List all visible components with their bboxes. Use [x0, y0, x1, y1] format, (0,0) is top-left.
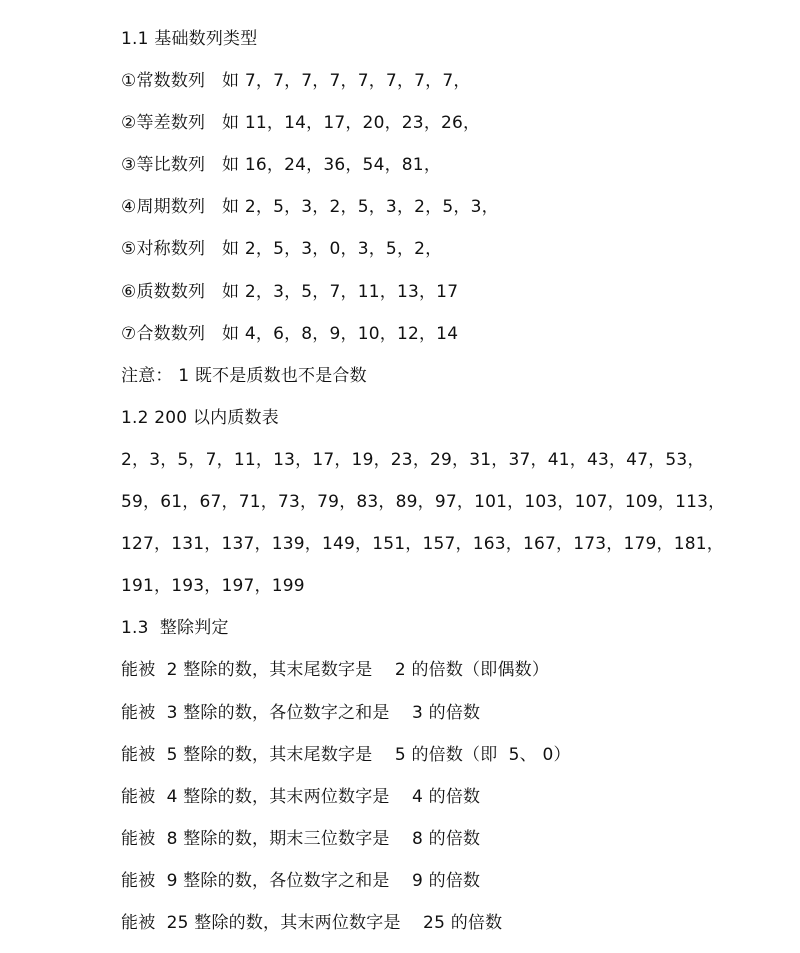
section-heading: 1.1 基础数列类型 [121, 29, 258, 49]
prime-list-line: 59，61，67，71，73，79，83，89，97，101，103，107，109，113， [121, 492, 726, 513]
section-heading: 1.3 整除判定 [121, 618, 229, 639]
divisibility-rule: 能被 8 整除的数，期末三位数字是 8 的倍数 [121, 828, 481, 849]
prime-list-line: 127，131，137，139，149，151，157，163，167，173，179，181， [121, 534, 724, 555]
sequence-type-item: ⑥质数数列 如 2，3，5，7，11，13，17 [121, 281, 459, 302]
prime-list-line: 191，193，197，199 [121, 576, 305, 597]
note-text: 注意： 1 既不是质数也不是合数 [121, 365, 367, 386]
document-page [121, 27, 761, 953]
divisibility-rule: 能被 4 整除的数，其末两位数字是 4 的倍数 [121, 786, 481, 807]
prime-list-line: 2，3，5，7，11，13，17，19，23，29，31，37，41，43，47，53， [121, 449, 705, 470]
sequence-type-item: ⑦合数数列 如 4，6，8，9，10，12，14 [121, 323, 459, 344]
sequence-type-item: ⑤对称数列 如 2，5，3，0，3，5，2， [121, 239, 443, 260]
divisibility-rule: 能被 5 整除的数，其末尾数字是 5 的倍数（即 5、 0） [121, 744, 571, 765]
sequence-type-item: ③等比数列 如 16，24，36，54，81， [121, 155, 442, 176]
divisibility-rule: 能被 9 整除的数，各位数字之和是 9 的倍数 [121, 870, 481, 891]
divisibility-rule: 能被 25 整除的数，其末两位数字是 25 的倍数 [121, 912, 503, 933]
sequence-type-item: ②等差数列 如 11，14，17，20，23，26， [121, 113, 481, 134]
sequence-type-item: ①常数数列 如 7，7，7，7，7，7，7，7， [121, 71, 471, 92]
sequence-type-item: ④周期数列 如 2，5，3，2，5，3，2，5，3， [121, 197, 499, 218]
divisibility-rule: 能被 3 整除的数，各位数字之和是 3 的倍数 [121, 702, 481, 723]
divisibility-rule: 能被 2 整除的数，其末尾数字是 2 的倍数（即偶数） [121, 660, 550, 681]
section-heading: 1.2 200 以内质数表 [121, 407, 279, 428]
